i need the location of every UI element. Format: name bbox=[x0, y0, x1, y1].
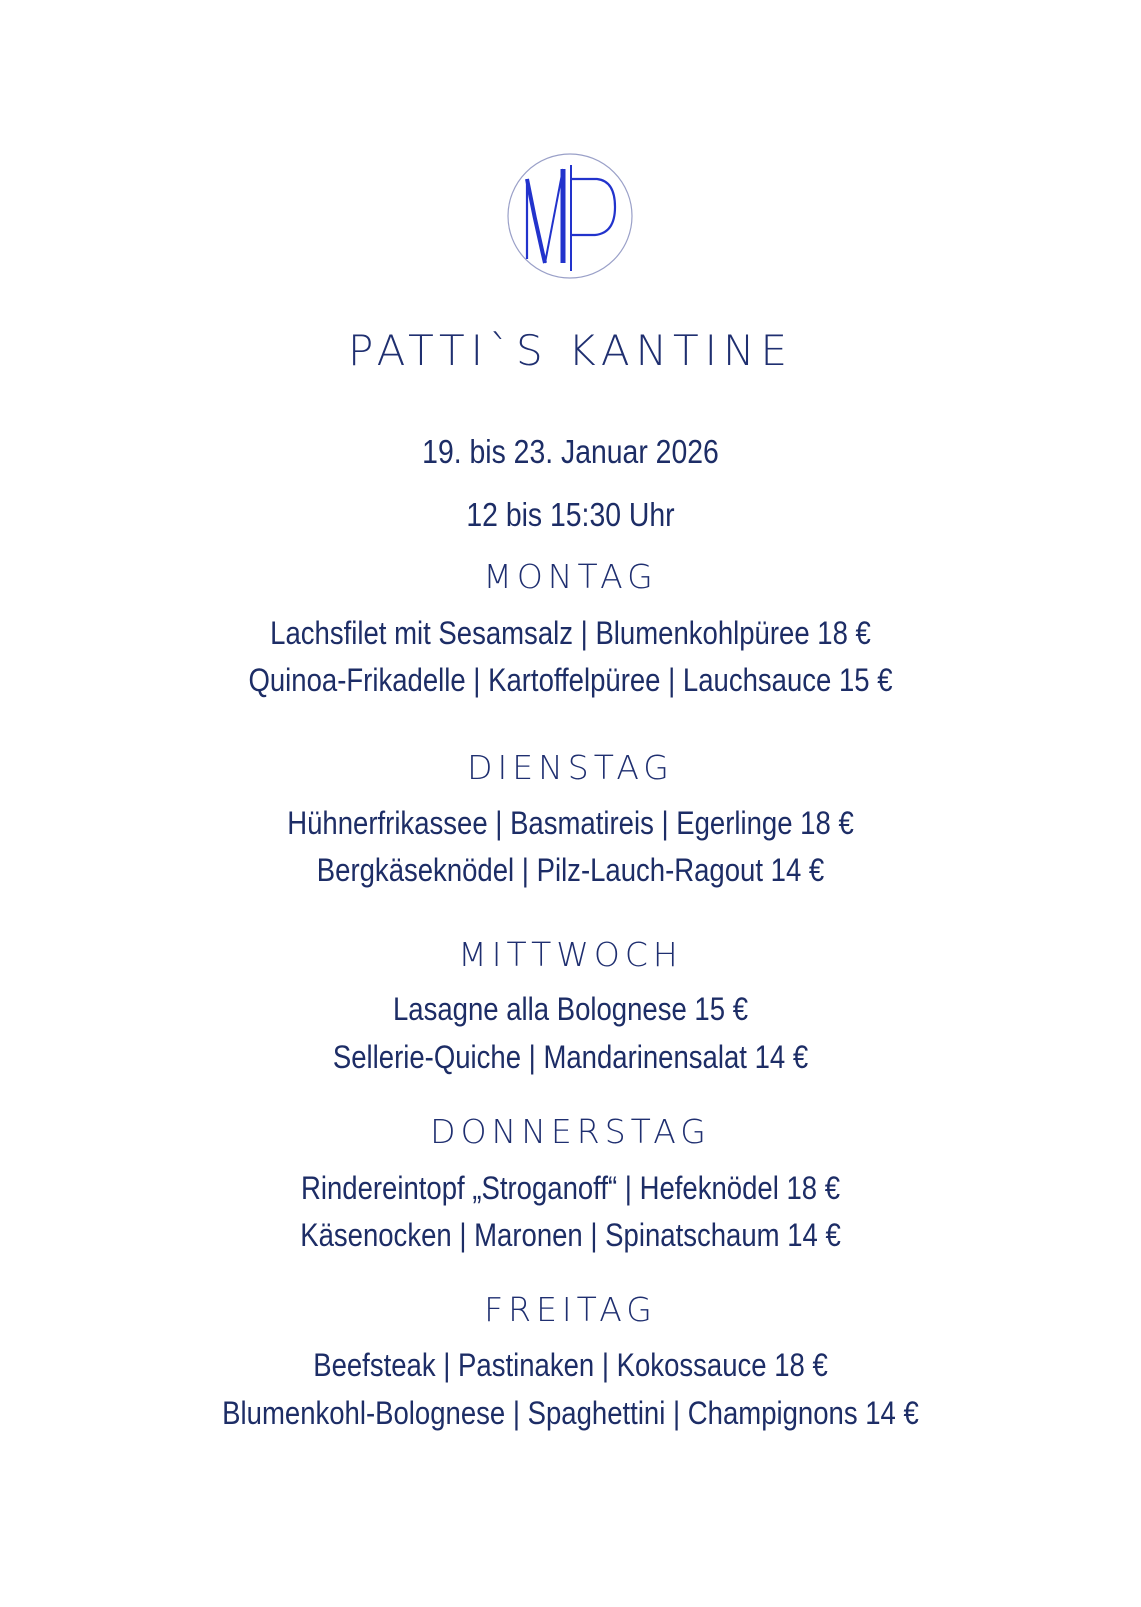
dish-montag-1: Lachsfilet mit Sesamsalz | Blumenkohlpüree 18 € bbox=[270, 615, 871, 651]
day-heading-dienstag: DIENSTAG bbox=[467, 748, 674, 787]
dish-dienstag-2: Bergkäseknödel | Pilz-Lauch-Ragout 14 € bbox=[316, 852, 825, 888]
dish-donnerstag-2: Käsenocken | Maronen | Spinatschaum 14 € bbox=[300, 1217, 841, 1253]
day-heading-montag: MONTAG bbox=[483, 557, 658, 596]
dish-freitag-1: Beefsteak | Pastinaken | Kokossauce 18 € bbox=[313, 1347, 828, 1383]
day-heading-mittwoch: MITTWOCH bbox=[458, 935, 683, 974]
dish-donnerstag-1: Rindereintopf „Stroganoff“ | Hefeknödel 18 € bbox=[300, 1170, 841, 1206]
menu-date-range: 19. bis 23. Januar 2026 bbox=[422, 433, 719, 470]
day-heading-freitag: FREITAG bbox=[484, 1290, 657, 1329]
dish-dienstag-1: Hühnerfrikassee | Basmatireis | Egerlinge 18 € bbox=[287, 805, 854, 841]
dish-montag-2: Quinoa-Frikadelle | Kartoffelpüree | Lauchsauce 15 € bbox=[248, 662, 893, 698]
restaurant-title: PATTI`S KANTINE bbox=[347, 326, 794, 375]
mp-monogram-logo bbox=[505, 151, 635, 281]
dish-mittwoch-1: Lasagne alla Bolognese 15 € bbox=[393, 991, 748, 1027]
day-heading-donnerstag: DONNERSTAG bbox=[430, 1112, 711, 1151]
dish-freitag-2: Blumenkohl-Bolognese | Spaghettini | Champignons 14 € bbox=[222, 1395, 919, 1431]
dish-mittwoch-2: Sellerie-Quiche | Mandarinensalat 14 € bbox=[332, 1039, 809, 1075]
opening-hours: 12 bis 15:30 Uhr bbox=[466, 496, 675, 533]
